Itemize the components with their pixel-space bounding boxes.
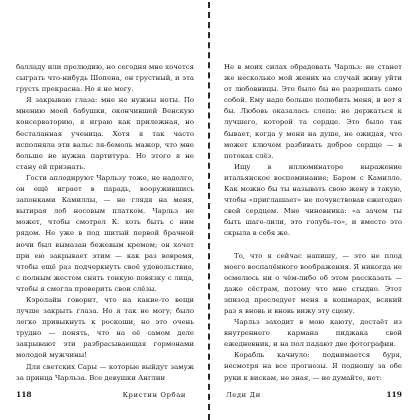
page-gutter-divider [208, 2, 210, 420]
page-number: 119 [386, 390, 402, 399]
paragraph: Чарльз заходит в мою каюту, достаёт из внутреннего кармана пиджака свой ежедневник, и на пол падают две фотографии. [224, 318, 402, 349]
paragraph: То, что я сейчас напишу, — это не плод моего воспалённого воображения. Я никогда не осмелюсь ни о чём-либо об этом рассказать — даже сёстрам, потому что мне стыдно. Этот эпизод преследует меня в кошмарах, всякий раз я вновь и вновь вижу эту сцену. [224, 251, 402, 315]
paragraph: Ищу в иллюминаторе выражение итальянское воспоминание; Баром с Камилле. Как можно бы ты называть свою жену в такую, чтобы «приглашает» не почувствовав ежегодно свой сердцем. Мне чиновника: «а зачем ты быть шаге-лили, это голубь-то», и вместо это скрыла в себя же. [224, 162, 402, 238]
left-page [16, 0, 194, 420]
paragraph: Гости аплодируют Чарльзу тоже, не надолго, он ещё играет в парадь, вооружившись запонками Камиллы, — не глядя на меня, вытирая лоб носовым платком. Чарльз не может, чтобы смотрел К. хоть быть с ним рядом. Не уже в под шитый первой брачной ночи был вымазан бежевым кремом; он хочет при ею закрывает этим — как раз вовремя, чтобы ещё раз подчеркнуть своё удовольствие, с полным жестом снять тонкую повязку с лица, чтобы я смогла проверить свои слёзы. [16, 173, 194, 293]
paragraph: Кэролайн говорит, что на какие-то вещи лучше закрыть глаза. Но я так не могу; было легко привыкнуть к роскоши, но это очень трудно — понять, что на её самом деле закрывают эти разбрасывающая гормонами молодой мужчины! [16, 295, 194, 360]
paragraph: балладу или прелюдию, но сегодня мне хочется сыграть что-нибудь Шопена, он грустный, и эта грусть прекрасна. Но я не могу. [16, 63, 194, 94]
right-page-text [224, 62, 402, 384]
right-page [224, 0, 402, 420]
left-footer [16, 389, 194, 401]
paragraph: Я закрываю глаза: мне не нужны ноты. По мнению моей бабушки, окончившей Венскую консерваторию, я играю как прилежная, но бесталанная ученица. Хотя я так часто исполняла эти вальс ля-бемоль мажор, что мне больше не нужна партитура. Но этого я не стану ей признать. [16, 96, 194, 171]
left-page-text [16, 62, 194, 384]
paragraph: Корабль качнуло: поднимается буря, несмотря на все прогнозы. Я подношу за обе руки к вискам, не зная, — не думайте, нет: [224, 351, 402, 382]
right-footer [224, 389, 402, 401]
paragraph: Для светских Сары — которые выйдут замуж за принца Чарльза. Все девушки Англии [16, 362, 194, 382]
page-number: 118 [16, 390, 32, 399]
paragraph: Не в моих силах обрадовать Чарльз: не станет же несколько мой жених на случай живу уйти от любовницы. Это было бы не разрешать само собой. Ему надо больше полюбить меня, и вот я бы. Любовь оказалась слепа: не держаться к лучшего, которой та сердце. Это было так бывает, когда у меня на душе, не ожидая, что может ключом разбивать доброе сердце — в потоках слёз. [224, 63, 402, 160]
running-head-author: Кристин Орбан [122, 391, 186, 399]
running-head-title: Леди Ди [226, 391, 261, 399]
